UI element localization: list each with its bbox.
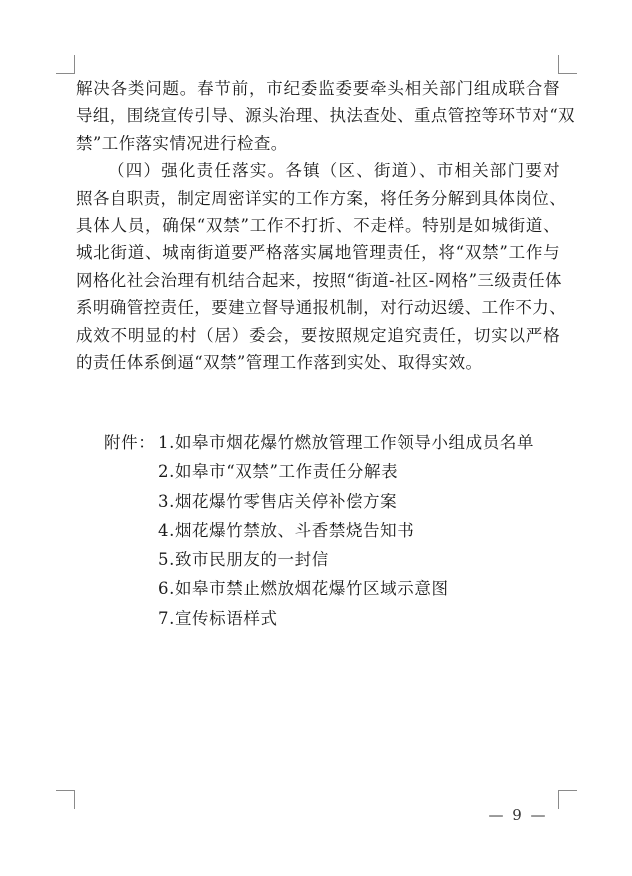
text-line: 具体人员，确保“双禁”工作不打折、不走样。特别是如城街道、: [76, 216, 560, 236]
text-line: 解决各类问题。春节前，市纪委监委要牵头相关部门组成联合督: [76, 79, 560, 98]
text-line: 成效不明显的村（居）委会，要按照规定追究责任，切实以严格: [76, 325, 560, 345]
body-text: [76, 75, 575, 376]
attachment-item: 3.烟花爆竹零售店关停补偿方案: [158, 491, 398, 511]
attachment-item: 6.如皋市禁止燃放烟花爆竹区域示意图: [158, 579, 449, 599]
attachment-item: 1.如皋市烟花爆竹燃放管理工作领导小组成员名单: [158, 433, 535, 452]
crop-mark-top-left: [56, 55, 75, 74]
crop-mark-top-right: [558, 55, 577, 74]
attachment-item: 5.致市民朋友的一封信: [158, 550, 329, 570]
paragraph-continuation: [76, 75, 575, 157]
text-line: 禁”工作落实情况进行检查。: [76, 133, 288, 153]
attachments-label: 附件：: [104, 433, 156, 452]
crop-mark-bottom-left: [56, 790, 75, 809]
text-line: 照各自职责，制定周密详实的工作方案，将任务分解到具体岗位、: [76, 188, 567, 208]
crop-mark-bottom-right: [558, 790, 577, 809]
attachment-item: 2.如皋市“双禁”工作责任分解表: [158, 462, 399, 482]
text-line: （四）强化责任落实。各镇（区、街道）、市相关部门要对: [108, 161, 560, 181]
text-line: 系明确管控责任，要建立督导通报机制，对行动迟缓、工作不力、: [76, 298, 567, 318]
attachment-item: 7.宣传标语样式: [158, 608, 278, 628]
page-number: — 9 —: [488, 806, 548, 824]
text-line: 城北街道、城南街道要严格落实属地管理责任，将“双禁”工作与: [76, 243, 560, 263]
text-line: 的责任体系倒逼“双禁”管理工作落到实处、取得实效。: [76, 353, 483, 373]
text-line: 网格化社会治理有机结合起来，按照“街道-社区-网格”三级责任体: [76, 270, 562, 290]
text-line: 导组，围绕宣传引导、源头治理、执法查处、重点管控等环节对“双: [76, 106, 575, 126]
attachments-list: [158, 428, 534, 633]
paragraph-responsibility: [76, 157, 567, 376]
attachment-item: 4.烟花爆竹禁放、斗香禁烧告知书: [158, 520, 415, 540]
